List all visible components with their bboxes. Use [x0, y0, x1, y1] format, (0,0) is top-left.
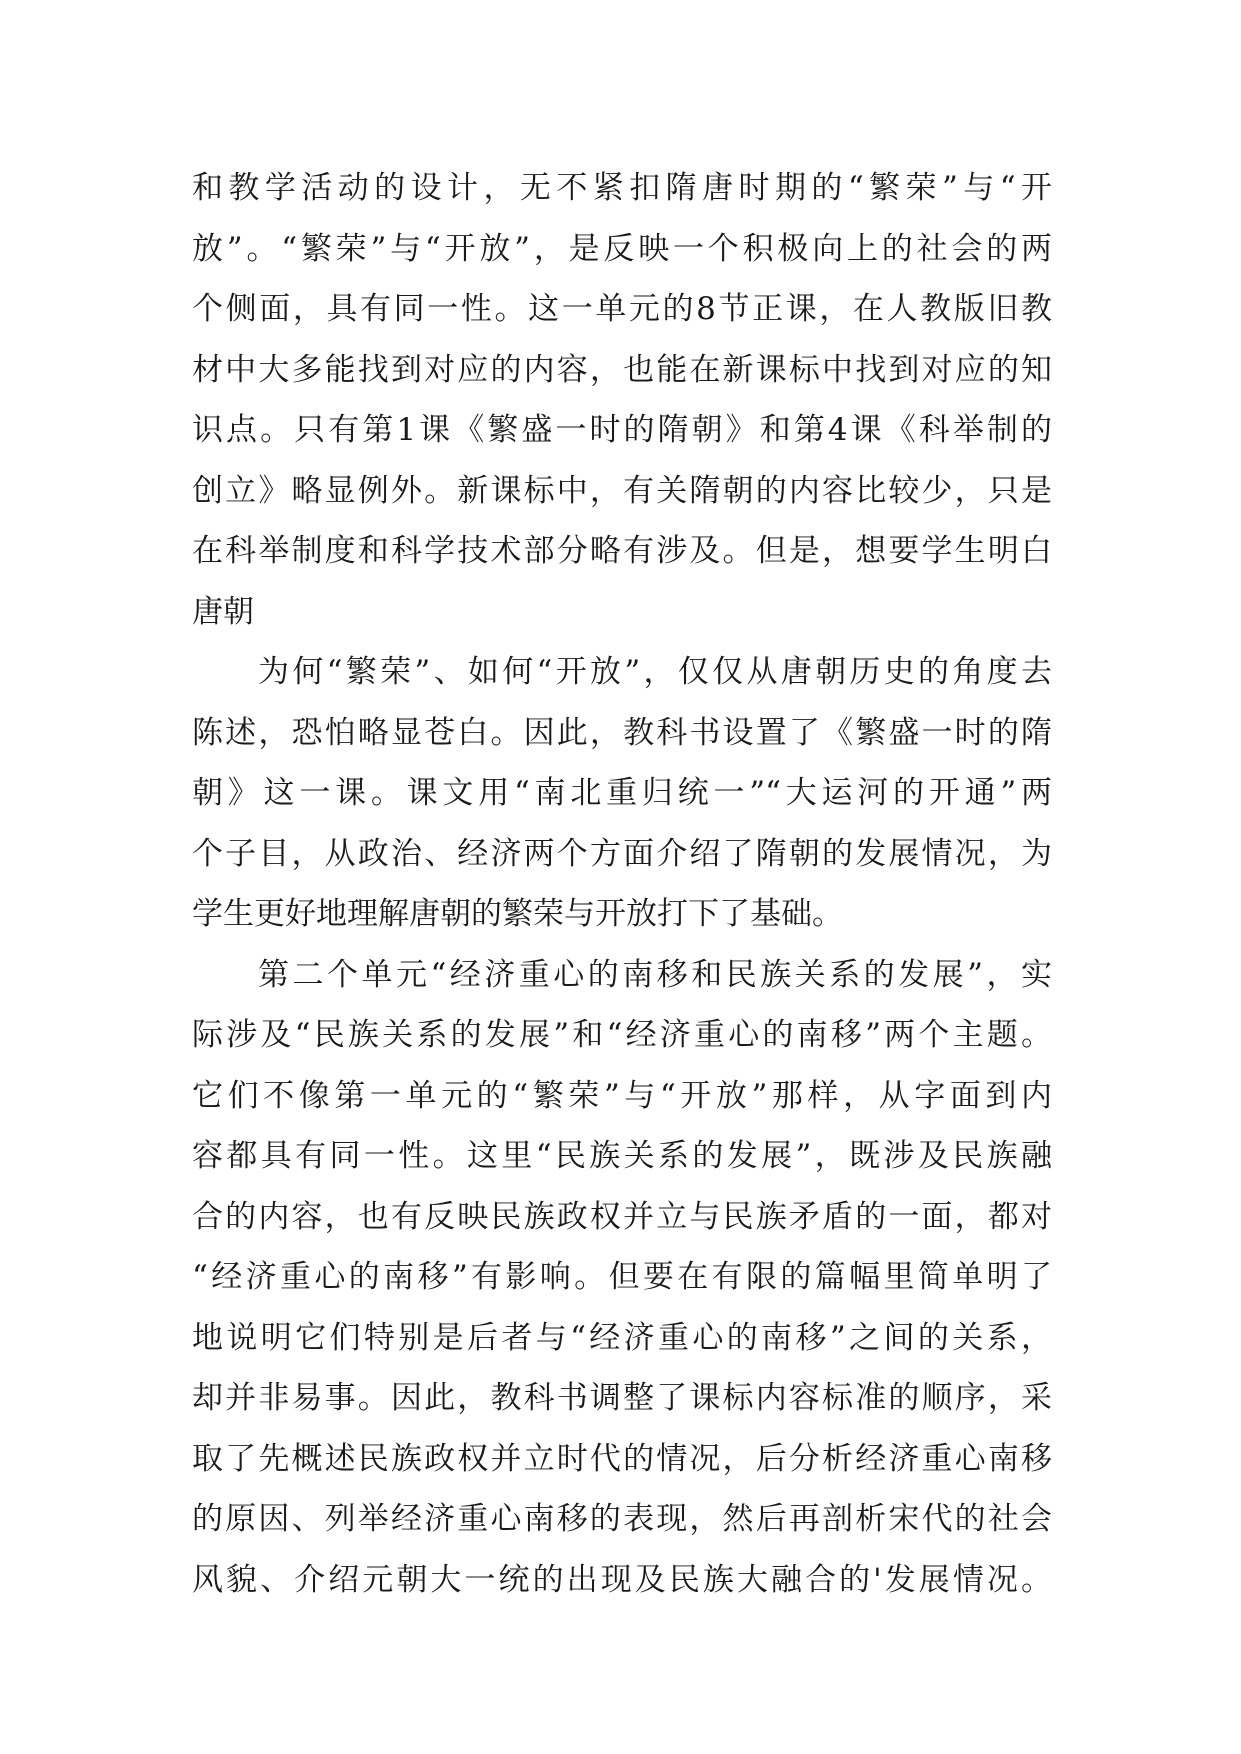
- text-line: 个子目，从政治、经济两个方面介绍了隋朝的发展情况，为: [192, 835, 1052, 872]
- text-line: 它们不像第一单元的“繁荣”与“开放”那样，从字面到内: [192, 1077, 1052, 1114]
- body-text: [192, 158, 1052, 1610]
- text-line: 创立》略显例外。新课标中，有关隋朝的内容比较少，只是: [192, 472, 1052, 509]
- text-line: 际涉及“民族关系的发展”和“经济重心的南移”两个主题。: [192, 1017, 1052, 1053]
- text-line: 在科举制度和科学技术部分略有涉及。但是，想要学生明白: [192, 533, 1052, 569]
- text-line: 和教学活动的设计，无不紧扣隋唐时期的“繁荣”与“开: [192, 170, 1052, 206]
- paragraph-1: [192, 158, 1052, 642]
- text-line: 取了先概述民族政权并立时代的情况，后分析经济重心南移: [192, 1440, 1052, 1477]
- text-line: 合的内容，也有反映民族政权并立与民族矛盾的一面，都对: [192, 1198, 1052, 1235]
- text-line: 朝》这一课。课文用“南北重归统一”“大运河的开通”两: [192, 775, 1052, 811]
- text-line: 个侧面，具有同一性。这一单元的8节正课，在人教版旧教: [192, 291, 1052, 327]
- text-line: 识点。只有第1课《繁盛一时的隋朝》和第4课《科举制的: [192, 412, 1052, 448]
- text-line: 材中大多能找到对应的内容，也能在新课标中找到对应的知: [192, 351, 1052, 388]
- text-line: 为何“繁荣”、如何“开放”，仅仅从唐朝历史的角度去: [258, 654, 1052, 690]
- text-line: 容都具有同一性。这里“民族关系的发展”，既涉及民族融: [192, 1138, 1052, 1174]
- text-line: 却并非易事。因此，教科书调整了课标内容标准的顺序，采: [192, 1380, 1052, 1416]
- text-line: 地说明它们特别是后者与“经济重心的南移”之间的关系，: [192, 1319, 1052, 1356]
- text-line: “经济重心的南移”有影响。但要在有限的篇幅里简单明了: [192, 1259, 1052, 1295]
- text-line: 第二个单元“经济重心的南移和民族关系的发展”，实: [258, 956, 1052, 993]
- paragraph-3: [192, 945, 1052, 1611]
- text-line: 陈述，恐怕略显苍白。因此，教科书设置了《繁盛一时的隋: [192, 714, 1052, 751]
- text-line: 的原因、列举经济重心南移的表现，然后再剖析宋代的社会: [192, 1501, 1052, 1537]
- text-line: 学生更好地理解唐朝的繁荣与开放打下了基础。: [192, 896, 843, 932]
- paragraph-2: [192, 642, 1052, 945]
- text-line: 风貌、介绍元朝大一统的出现及民族大融合的'发展情况。: [192, 1561, 1052, 1598]
- text-line: 唐朝: [192, 593, 254, 630]
- text-line: 放”。“繁荣”与“开放”，是反映一个积极向上的社会的两: [192, 230, 1052, 267]
